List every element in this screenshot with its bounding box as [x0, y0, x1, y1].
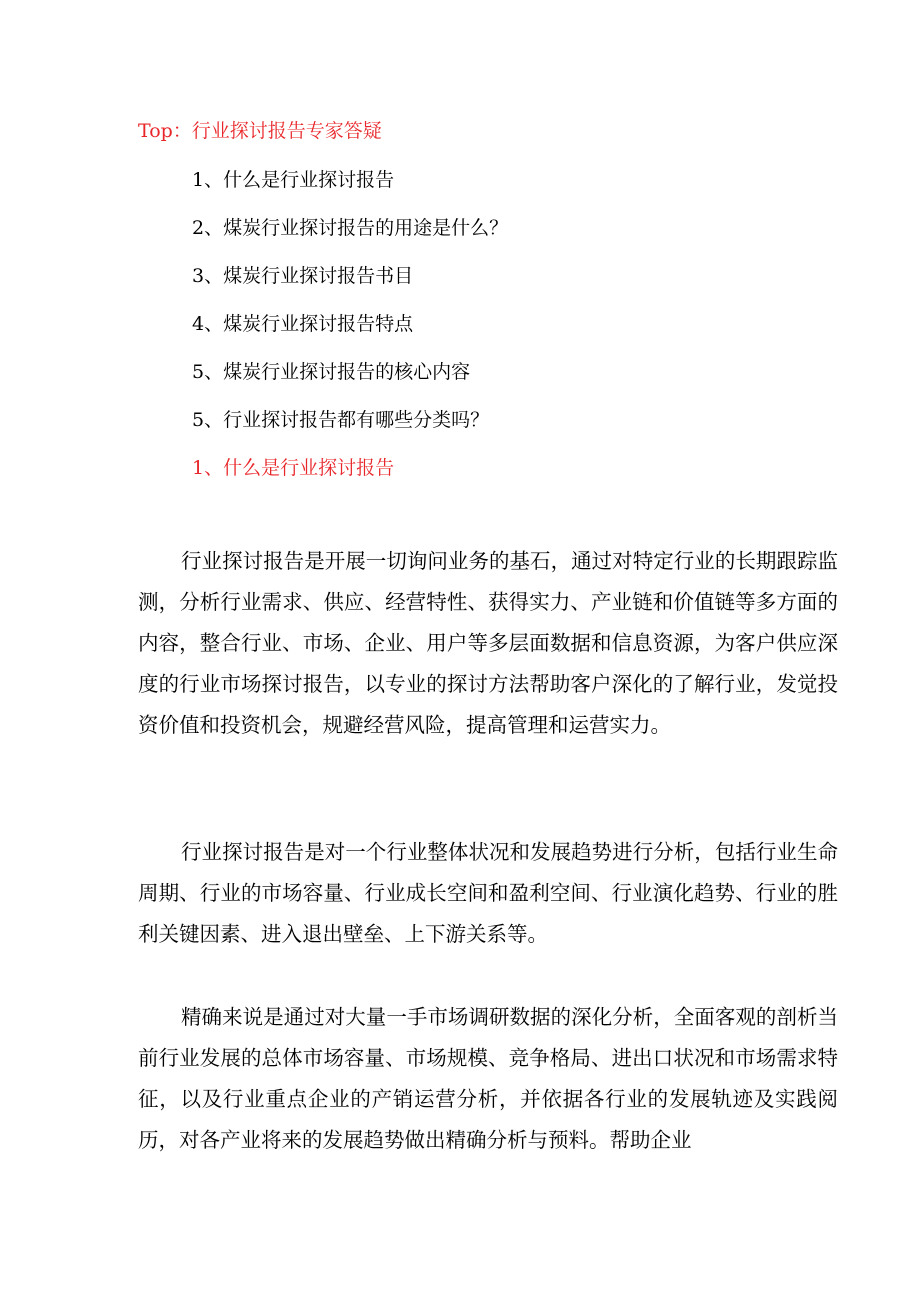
- toc-item-6: 5、行业探讨报告都有哪些分类吗？: [192, 409, 490, 431]
- toc-item-4: 4、煤炭行业探讨报告特点: [192, 313, 414, 335]
- body-paragraph-2: 行业探讨报告是对一个行业整体状况和发展趋势进行分析，包括行业生命周期、行业的市场容量、行业成长空间和盈利空间、行业演化趋势、行业的胜利关键因素、进入退出壁垒、上下游关系等。: [138, 840, 838, 946]
- toc-item-5: 5、煤炭行业探讨报告的核心内容: [192, 361, 471, 383]
- body-paragraph-3: 精确来说是通过对大量一手市场调研数据的深化分析，全面客观的剖析当前行业发展的总体市场容量、市场规模、竞争格局、进出口状况和市场需求特征，以及行业重点企业的产销运营分析，并依据各行业的发展轨迹及实践阅历，对各产业将来的发展趋势做出精确分析与预料。帮助企业: [138, 1005, 838, 1152]
- table-of-contents: [192, 166, 508, 502]
- body-paragraph-1: 行业探讨报告是开展一切询问业务的基石，通过对特定行业的长期跟踪监测，分析行业需求、供应、经营特性、获得实力、产业链和价值链等多方面的内容，整合行业、市场、企业、用户等多层面数据和信息资源，为客户供应深度的行业市场探讨报告，以专业的探讨方法帮助客户深化的了解行业，发觉投资价值和投资机会，规避经营风险，提高管理和运营实力。: [138, 549, 838, 737]
- toc-item-1: 1、什么是行业探讨报告: [192, 169, 395, 191]
- toc-item-3: 3、煤炭行业探讨报告书目: [192, 265, 414, 287]
- toc-item-2: 2、煤炭行业探讨报告的用途是什么？: [192, 217, 509, 239]
- document-title: Top：行业探讨报告专家答疑: [138, 120, 382, 142]
- section-heading-1: 1、什么是行业探讨报告: [192, 457, 395, 479]
